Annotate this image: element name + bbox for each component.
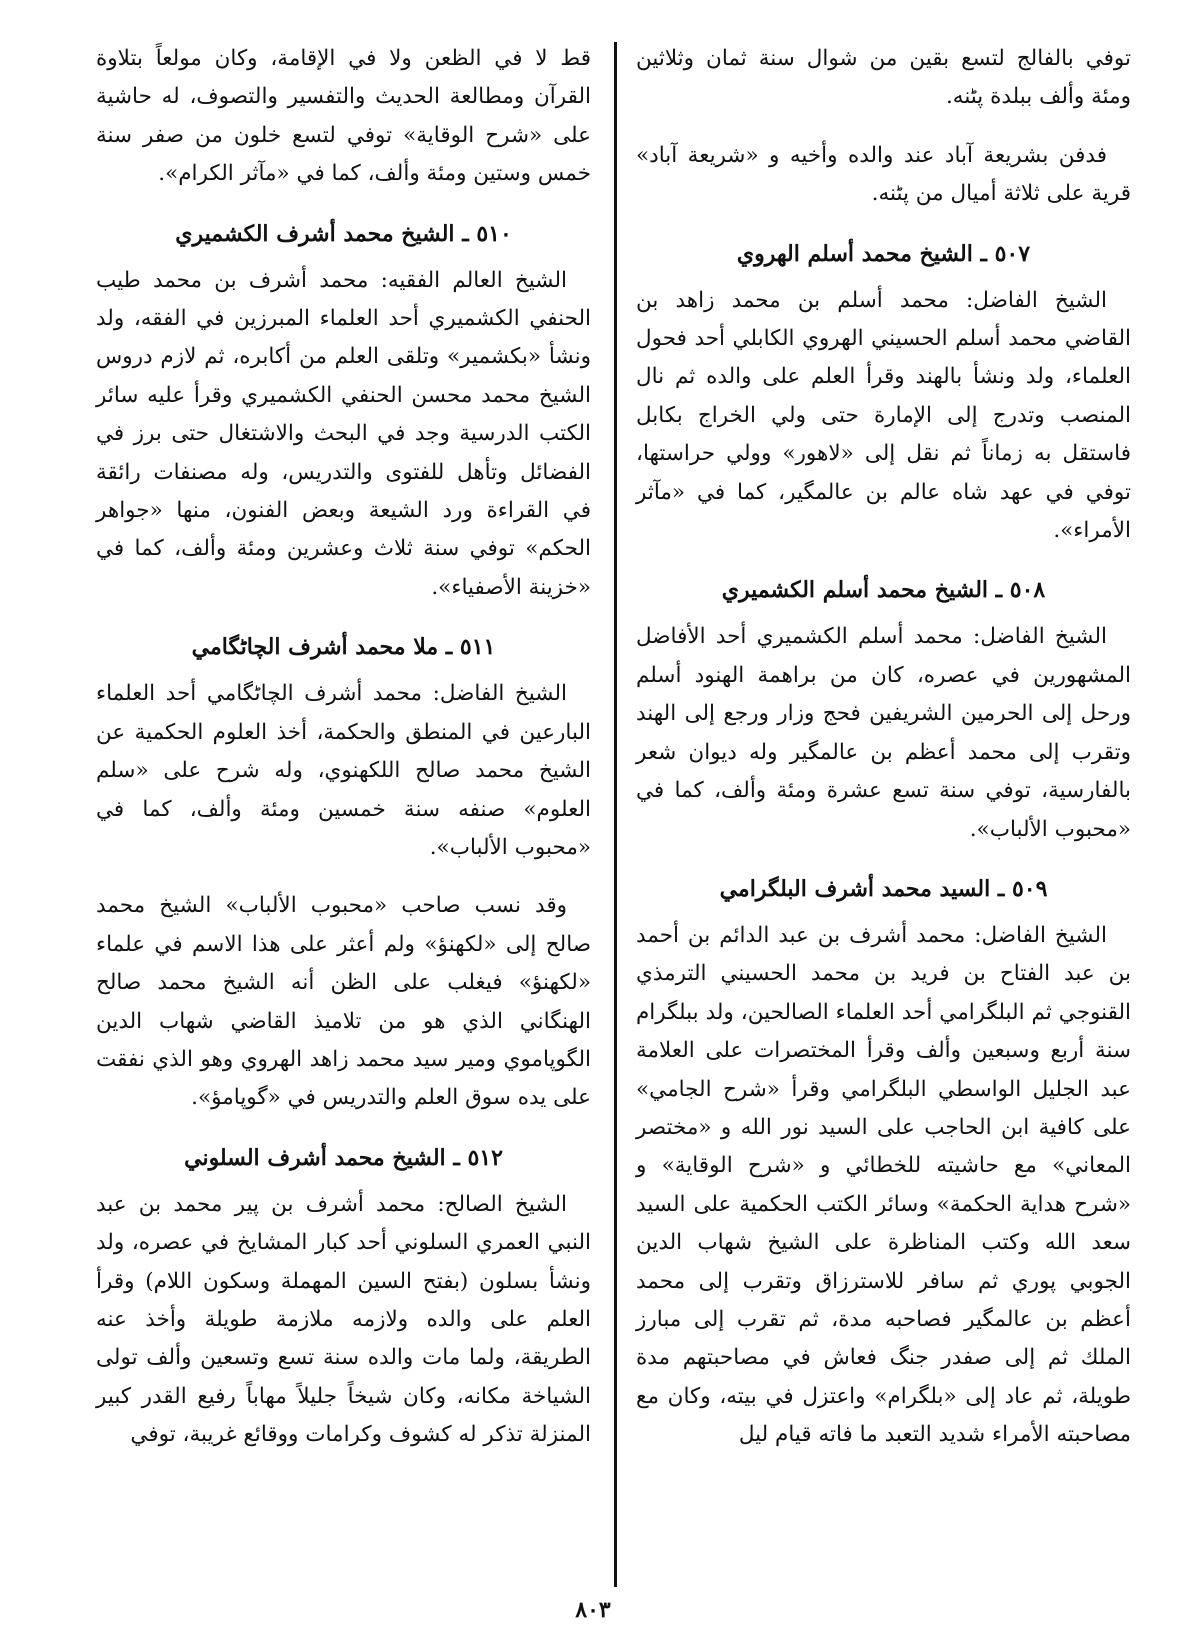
paragraph: فدفن بشريعة آباد عند والده وأخيه و «شريعة آباد» قرية على ثلاثة أميال من پٹنه.	[636, 142, 1131, 207]
entry-text-507: الشيخ الفاضل: محمد أسلم بن محمد زاهد بن القاضي محمد أسلم الحسيني الهروي الكابلي أحد فحول العلماء، ولد ونشأ بالهند وقرأ العلم على والده ثم نال المنصب وتدرج إلى الإمارة حتى ولي الخراج بكابل فاستقل به زماناً ثم نقل إلى «لاهور» وولي حراستها، توفي في عهد شاه عالم بن عالمگير، كما في «مآثر الأمراء».	[636, 287, 1131, 544]
entry-note-511: وقد نسب صاحب «محبوب الألباب» الشيخ محمد صالح إلى «لكهنؤ» ولم أعثر على هذا الاسم في علماء «لكهنؤ» فيغلب على الظن أنه الشيخ محمد صالح الهنگاني الذي هو من تلاميذ القاضي شهاب الدين الگوپاموي ومير سيد محمد زاهد الهروي وهو الذي نفقت على يده سوق العلم والتدريس في «گوپامؤ».	[96, 893, 591, 1111]
page-number: ٨٠٣	[575, 1597, 611, 1623]
entry-heading-511: ٥١١ ـ ملا محمد أشرف الچاٹگامي	[191, 634, 496, 661]
entry-heading-509: ٥٠٩ ـ السيد محمد أشرف البلگرامي	[719, 875, 1048, 902]
paragraph: قط لا في الظعن ولا في الإقامة، وكان مولعاً بتلاوة القرآن ومطالعة الحديث والتفسير والتصوف، له حاشية على «شرح الوقاية» توفي لتسع خلون من صفر سنة خمس وستين ومئة وألف، كما في «مآثر الكرام».	[96, 46, 591, 187]
paragraph: توفي بالفالج لتسع بقين من شوال سنة ثمان وثلاثين ومئة وألف ببلدة پٹنه.	[636, 46, 1131, 110]
entry-text-510: الشيخ العالم الفقيه: محمد أشرف بن محمد طيب الحنفي الكشميري أحد العلماء المبرزين في الفقه، ولد ونشأ «بكشمير» وتلقى العلم من أكابره، ثم لازم دروس الشيخ محمد محسن الحنفي الكشميري وقرأ عليه سائر الكتب الدرسية وجد في البحث والاشتغال حتى برز في الفضائل وتأهل للفتوى والتدريس، وله مصنفات رائقة في القراءة ورد الشيعة وبعض الفنون، منها «جواهر الحكم» توفي سنة ثلاث وعشرين ومئة وألف، كما في «خزينة الأصفياء».	[96, 267, 591, 600]
left-column	[96, 40, 591, 1475]
right-column	[636, 40, 1131, 1475]
entry-text-509: الشيخ الفاضل: محمد أشرف بن عبد الدائم بن أحمد بن عبد الفتاح بن فريد بن محمد الحسيني الترمذي القنوجي ثم البلگرامي أحد العلماء الصالحين، ولد ببلگرام سنة أربع وسبعين وألف وقرأ المختصرات على العلامة عبد الجليل الواسطي البلگرامي وقرأ «شرح الجامي» على كافية ابن الحاجب على السيد نور الله و «مختصر المعاني» مع حاشيته للخطائي و «شرح الوقاية» و «شرح هداية الحكمة» وسائر الكتب الحكمية على السيد سعد الله وكتب المناظرة على الشيخ شهاب الدين الجوبي پوري ثم سافر للاسترزاق وتقرب إلى محمد أعظم بن عالمگير فصاحبه مدة، ثم تقرب إلى مبارز الملك ثم إلى صفدر جنگ فعاش في مصاحبتهم مدة طويلة، ثم عاد إلى «بلگرام» واعتزل في بيته، وكان مع مصاحبته الأمراء شديد التعبد ما فاته قيام ليل	[636, 922, 1131, 1448]
entry-heading-512: ٥١٢ ـ الشيخ محمد أشرف السلوني	[184, 1144, 503, 1171]
entry-heading-510: ٥١٠ ـ الشيخ محمد أشرف الكشميري	[175, 220, 512, 247]
entry-text-512: الشيخ الصالح: محمد أشرف بن پير محمد بن عبد النبي العمري السلوني أحد كبار المشايخ في عصره، ولد ونشأ بسلون (بفتح السين المهملة وسكون اللام) وقرأ العلم على والده ولازمه ملازمة طويلة وأخذ عنه الطريقة، ولما مات والده سنة تسع وتسعين وألف تولى الشياخة مكانه، وكان شيخاً جليلاً مهاباً رفيع القدر كبير المنزلة تذكر له كشوف وكرامات ووقائع غريبة، توفي	[96, 1191, 591, 1448]
entry-text-508: الشيخ الفاضل: محمد أسلم الكشميري أحد الأفاضل المشهورين في عصره، كان من براهمة الهنود أسلم ورحل إلى الحرمين الشريفين فحج وزار ورجع إلى الهند وتقرب إلى محمد أعظم بن عالمگير وله ديوان شعر بالفارسية، توفي سنة تسع عشرة ومئة وألف، كما في «محبوب الألباب».	[636, 624, 1131, 842]
entry-text-511: الشيخ الفاضل: محمد أشرف الچاٹگامي أحد العلماء البارعين في المنطق والحكمة، أخذ العلوم الحكمية عن الشيخ محمد صالح اللكهنوي، وله شرح على «سلم العلوم» صنفه سنة خمسين ومئة وألف، كما في «محبوب الألباب».	[96, 681, 591, 860]
entry-heading-507: ٥٠٧ ـ الشيخ محمد أسلم الهروي	[736, 240, 1031, 267]
column-divider	[614, 42, 617, 1587]
entry-heading-508: ٥٠٨ ـ الشيخ محمد أسلم الكشميري	[721, 577, 1046, 604]
